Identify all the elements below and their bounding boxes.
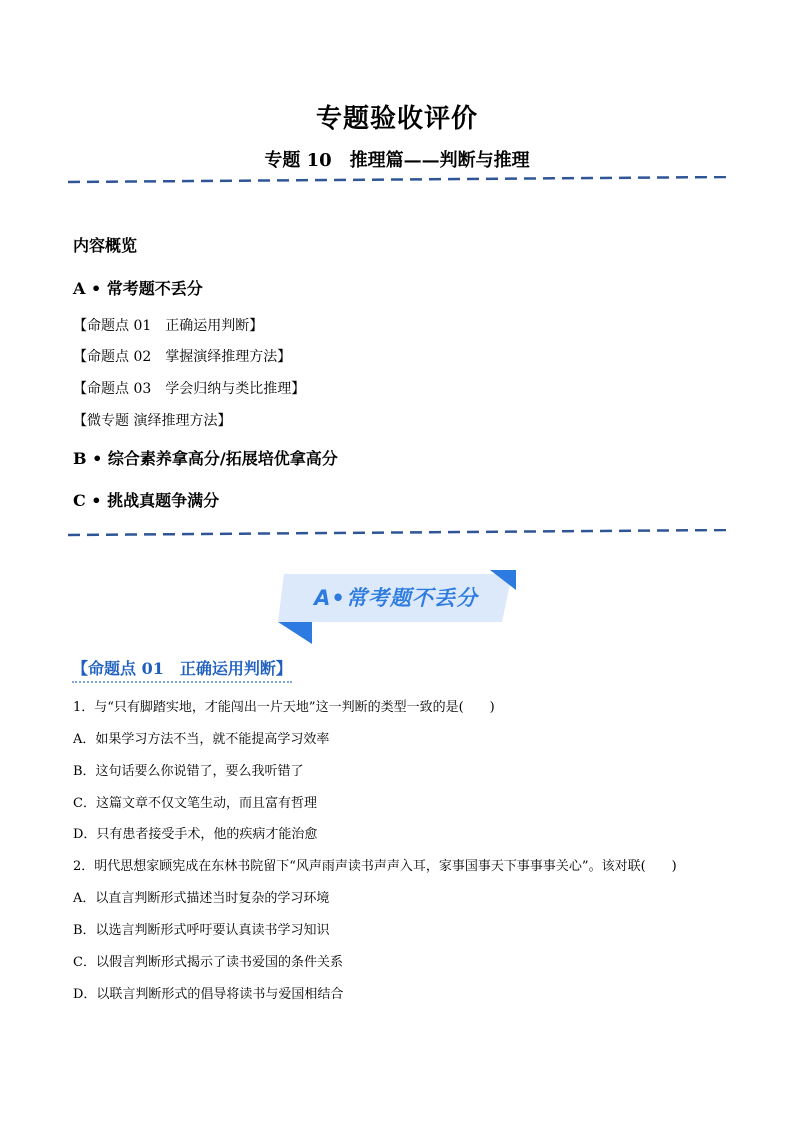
question-1-option-b: B．这句话要么你说错了，要么我听错了 (73, 764, 304, 779)
question-2-option-b: B．以选言判断形式呼吁要认真读书学习知识 (73, 923, 330, 938)
bottom-divider (68, 529, 728, 537)
question-1-option-d: D．只有患者接受手术，他的疾病才能治愈 (73, 827, 318, 842)
question-2-stem: 2．明代思想家顾宪成在东林书院留下“风声雨声读书声声入耳，家事国事天下事事事关心”。该对联( ) (73, 859, 677, 874)
toc-item-2: 【命题点 02 掌握演绎推理方法】 (73, 349, 292, 365)
toc-item-4: 【微专题 演绎推理方法】 (73, 413, 232, 429)
page-subtitle: 专题 10 推理篇——判断与推理 (264, 150, 530, 171)
page-title: 专题验收评价 (315, 104, 478, 134)
question-2-option-a: A．以直言判断形式描述当时复杂的学习环境 (73, 891, 330, 906)
top-divider (68, 176, 728, 184)
toc-section-c: C • 挑战真题争满分 (73, 491, 220, 510)
toc-section-b: B • 综合素养拿高分/拓展培优拿高分 (73, 449, 338, 468)
toc-item-3: 【命题点 03 学会归纳与类比推理】 (73, 381, 306, 397)
question-1-stem: 1．与“只有脚踏实地，才能闯出一片天地”这一判断的类型一致的是( ) (73, 700, 495, 715)
toc-section-a: A • 常考题不丢分 (73, 279, 203, 298)
question-1-option-c: C．这篇文章不仅文笔生动，而且富有哲理 (73, 796, 317, 811)
point-heading: 【命题点 01 正确运用判断】 (72, 656, 292, 683)
toc-heading: 内容概览 (73, 236, 138, 255)
question-1-option-a: A．如果学习方法不当，就不能提高学习效率 (73, 732, 330, 747)
question-2-option-d: D．以联言判断形式的倡导将读书与爱国相结合 (73, 987, 344, 1002)
section-banner-title: A•常考题不丢分 (314, 586, 478, 610)
question-2-option-c: C．以假言判断形式揭示了读书爱国的条件关系 (73, 955, 343, 970)
toc-item-1: 【命题点 01 正确运用判断】 (73, 318, 264, 334)
